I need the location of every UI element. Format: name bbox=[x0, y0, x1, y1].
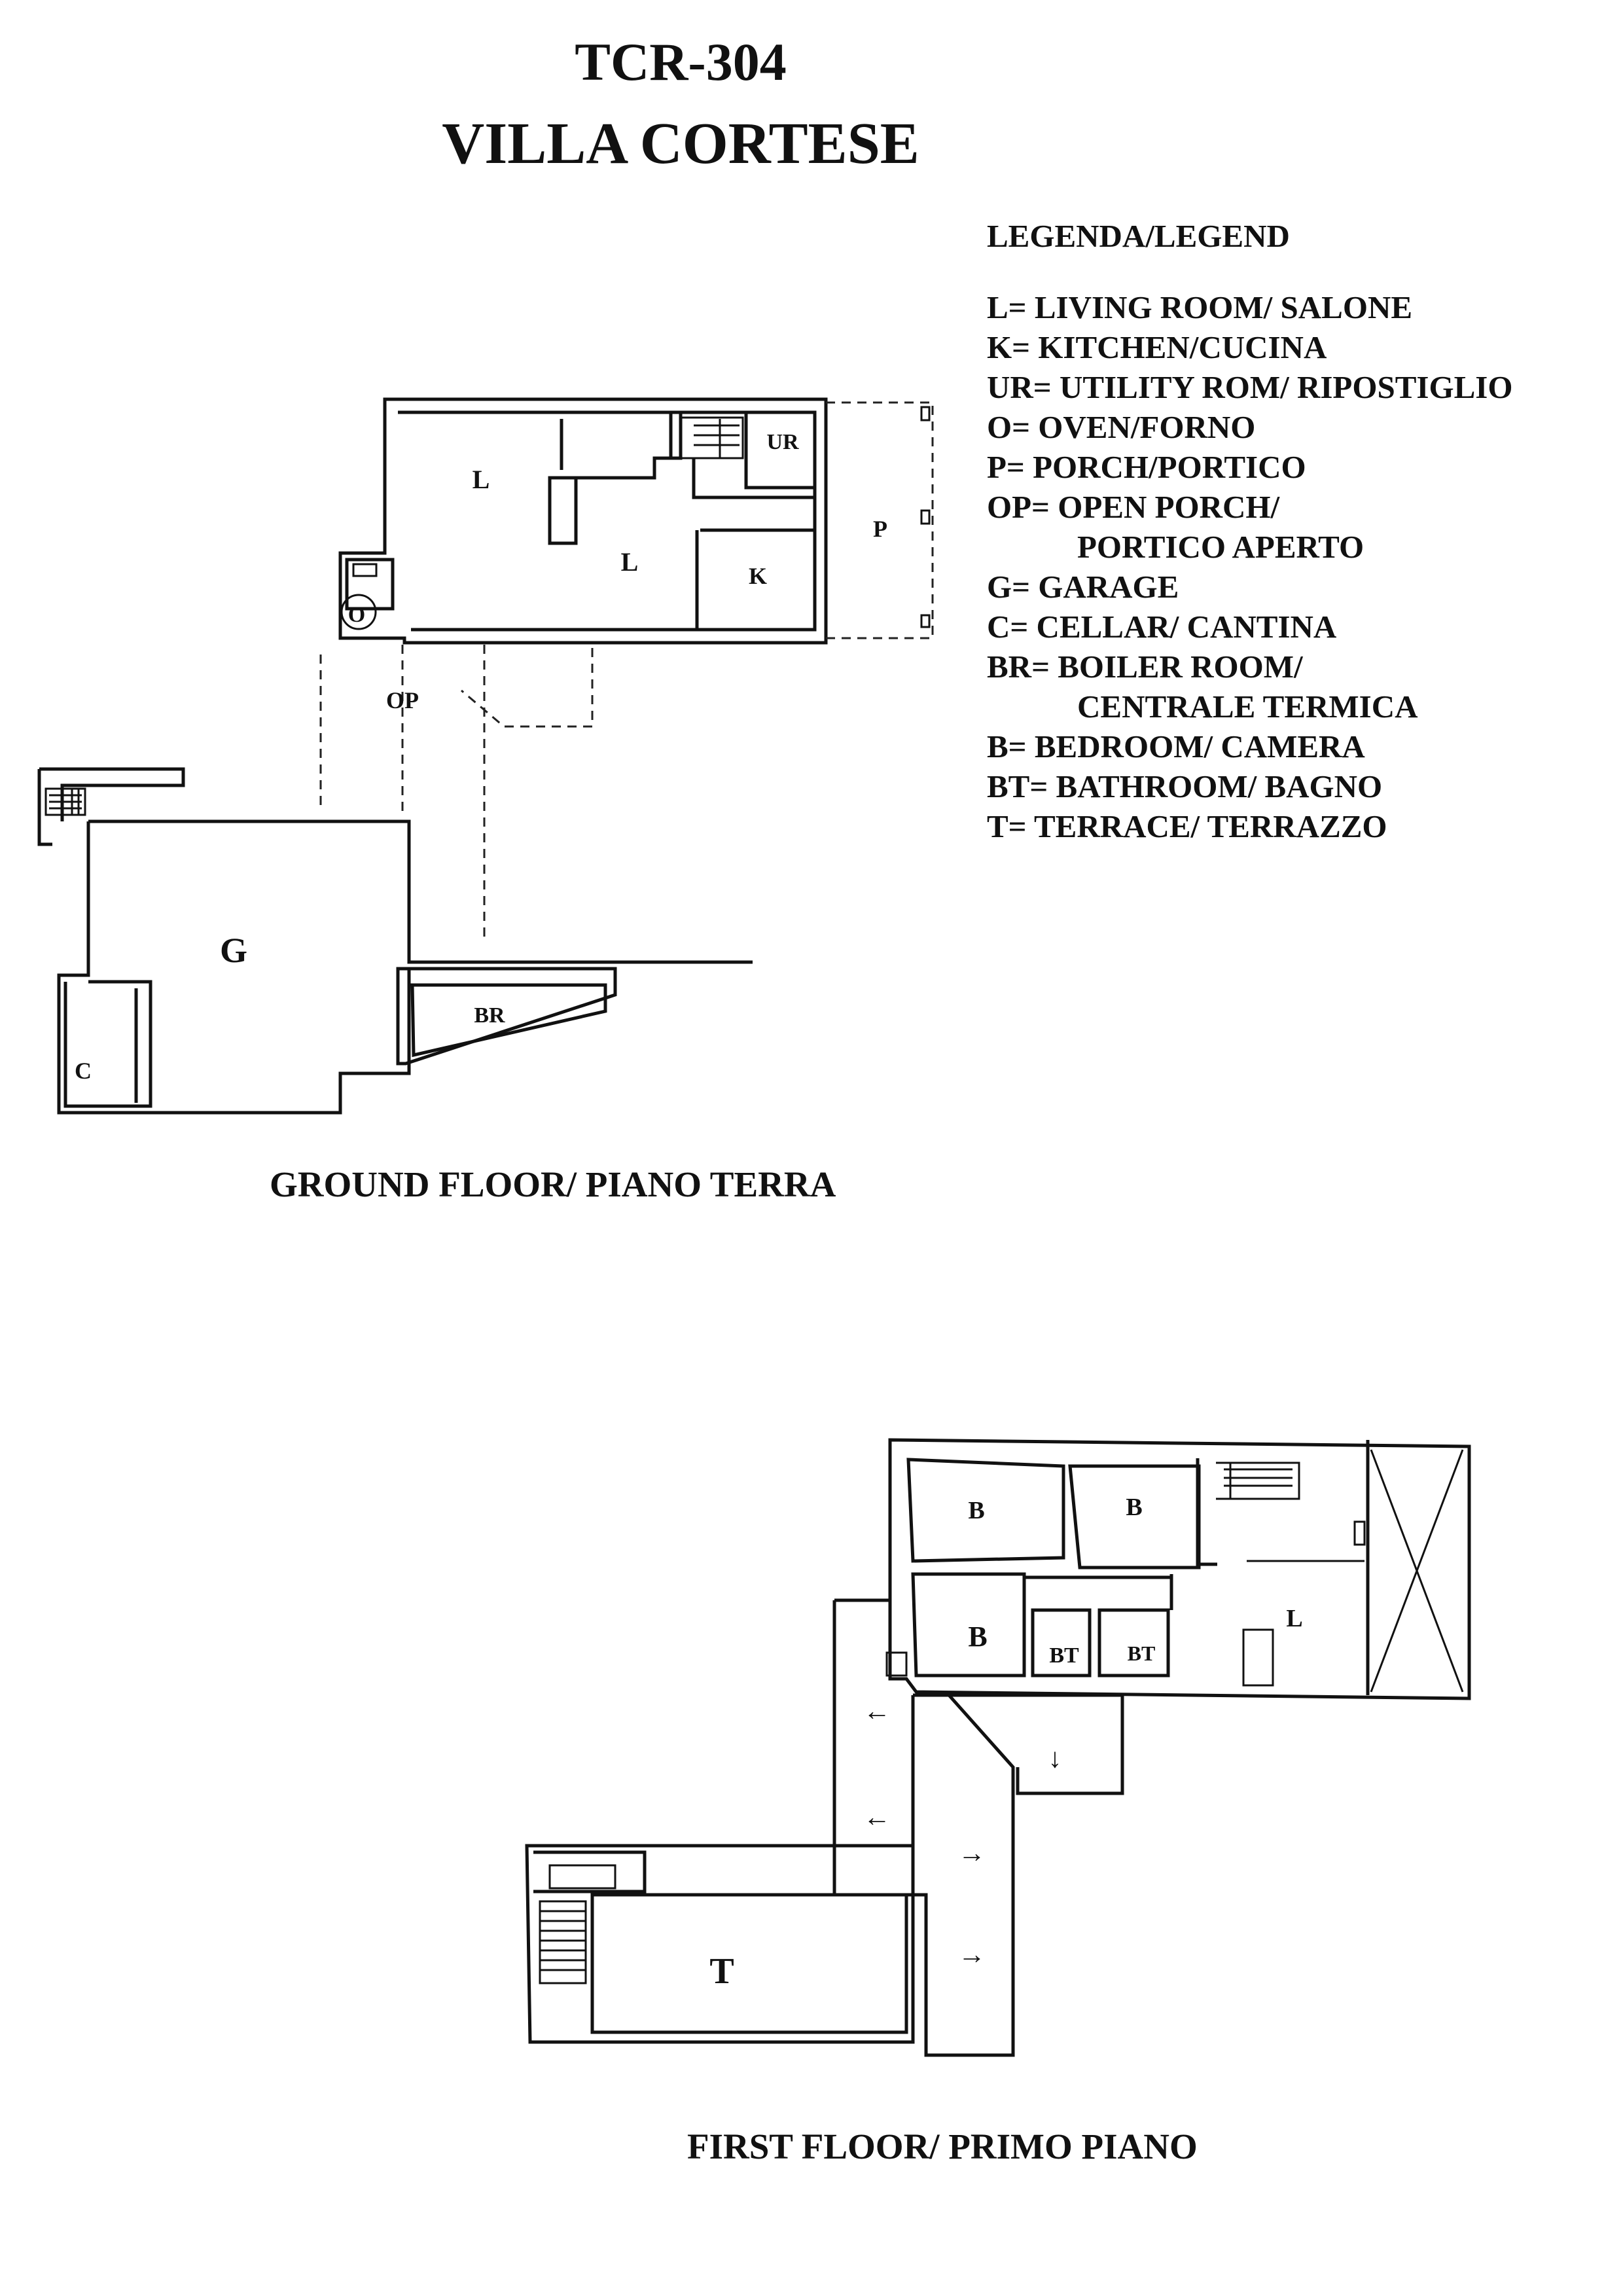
room-label-bedroom: B bbox=[968, 1621, 988, 1653]
first-floor-plan bbox=[527, 1440, 1469, 2055]
room-label-garage: G bbox=[219, 931, 248, 970]
legend-item: K= KITCHEN/CUCINA bbox=[987, 329, 1327, 365]
legend-item: G= GARAGE bbox=[987, 569, 1179, 605]
legend-item: OP= OPEN PORCH/ bbox=[987, 489, 1280, 525]
room-label-boiler-room: BR bbox=[474, 1003, 505, 1028]
legend-item: UR= UTILITY ROM/ RIPOSTIGLIO bbox=[987, 369, 1513, 405]
legend-heading: LEGENDA/LEGEND bbox=[987, 218, 1290, 254]
villa-name: VILLA CORTESE bbox=[442, 111, 919, 176]
legend-item: CENTRALE TERMICA bbox=[1077, 689, 1418, 725]
legend-item: O= OVEN/FORNO bbox=[987, 409, 1256, 445]
legend-item: B= BEDROOM/ CAMERA bbox=[987, 728, 1365, 764]
room-label-bathroom: BT bbox=[1127, 1641, 1156, 1665]
room-label-living: L bbox=[620, 547, 639, 577]
room-label-bedroom: B bbox=[968, 1497, 985, 1524]
left-arrow-icon: ← bbox=[863, 1696, 891, 1727]
legend-item: P= PORCH/PORTICO bbox=[987, 449, 1306, 485]
legend-item: BT= BATHROOM/ BAGNO bbox=[987, 768, 1383, 804]
down-arrow-icon: ↓ bbox=[1048, 1744, 1062, 1774]
first-floor-caption: FIRST FLOOR/ PRIMO PIANO bbox=[687, 2126, 1198, 2166]
left-arrow-icon: ← bbox=[863, 1803, 891, 1833]
room-label-living: L bbox=[472, 465, 490, 494]
right-arrow-icon: → bbox=[958, 1839, 986, 1869]
room-label-open-porch: OP bbox=[386, 687, 419, 713]
room-label-oven: O bbox=[348, 603, 366, 627]
legend-item: L= LIVING ROOM/ SALONE bbox=[987, 289, 1413, 325]
legend-item: T= TERRACE/ TERRAZZO bbox=[987, 808, 1387, 844]
legend-item: C= CELLAR/ CANTINA bbox=[987, 609, 1337, 645]
legend-item: PORTICO APERTO bbox=[1077, 529, 1364, 565]
room-label-living: L bbox=[1286, 1605, 1303, 1632]
room-label-porch: P bbox=[873, 516, 887, 542]
room-label-utility: UR bbox=[766, 430, 799, 454]
legend-item: BR= BOILER ROOM/ bbox=[987, 649, 1303, 685]
room-label-terrace: T bbox=[709, 1951, 734, 1992]
room-label-cellar: C bbox=[75, 1058, 92, 1084]
plan-code: TCR-304 bbox=[575, 32, 787, 92]
ground-floor-caption: GROUND FLOOR/ PIANO TERRA bbox=[270, 1164, 836, 1204]
right-arrow-icon: → bbox=[958, 1940, 986, 1970]
room-label-bathroom: BT bbox=[1049, 1643, 1079, 1668]
room-label-bedroom: B bbox=[1126, 1494, 1143, 1521]
room-label-kitchen: K bbox=[748, 563, 768, 589]
